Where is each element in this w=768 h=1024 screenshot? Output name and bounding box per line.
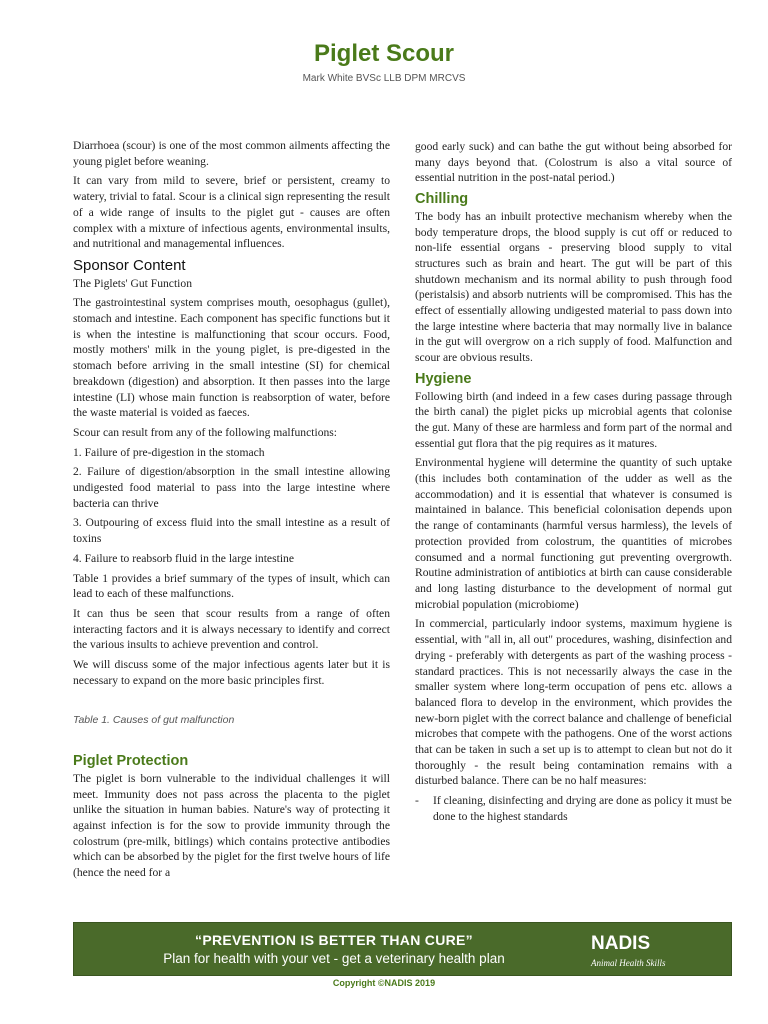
author-line: Mark White BVSc LLB DPM MRCVS bbox=[302, 73, 466, 84]
right-column bbox=[415, 139, 732, 825]
left-column bbox=[73, 138, 390, 885]
paragraph: Environmental hygiene will determine the quantity of such uptake (this includes both contamination of the udder as well as the accommodation) and it is essential that whatever is consumed is maintained in balance. This beneficial colonisation depends upon the range of contaminants (harmful versus harmless), the levels of protection provided from colostrum, the quantities of microbes consumed and a normal functioning gut preventing overgrowth. Routine administration of antibiotics at birth can cause considerable and long lasting disturbance to the development of normal gut microbial population (microbiome) bbox=[415, 456, 732, 611]
numbered-item: 4. Failure to reabsorb fluid in the large intestine bbox=[73, 551, 294, 565]
table-caption: Table 1. Causes of gut malfunction bbox=[73, 713, 235, 726]
numbered-item: 1. Failure of pre-digestion in the stomach bbox=[73, 445, 265, 459]
nadis-logo: NADIS bbox=[591, 933, 651, 954]
nadis-logo-subtitle: Animal Health Skills bbox=[591, 958, 666, 968]
paragraph: We will discuss some of the major infectious agents later but it is necessary to expand on the more basic principles first. bbox=[73, 658, 390, 687]
banner-tagline: Plan for health with your vet - get a veterinary health plan bbox=[163, 951, 505, 966]
paragraph: Scour can result from any of the following malfunctions: bbox=[73, 425, 338, 439]
bullet-marker: - bbox=[415, 794, 419, 808]
section-subheading: The Piglets' Gut Function bbox=[73, 276, 192, 290]
paragraph: In commercial, particularly indoor systems, maximum hygiene is essential, with "all in, all out" procedures, washing, disinfection and drying - preferably with detergents as part of the washing process - standard practices. This is not necessarily always the case in the smaller system where long-term occupation of pens etc. allows a balanced flora to develop in the environment, which provides the new-born piglet with the correct balance and challenge of beneficial microbes that compete with the pathogens. One of the worst actions that can be taken in such a set up is to attempt to clean but not do it thoroughly - the result being contamination remains with a disturbed balance. There can be no half measures: bbox=[415, 617, 732, 788]
paragraph: The gastrointestinal system comprises mouth, oesophagus (gullet), stomach and intestine. Each component has specific functions but it is when the intestine is malfunctioning that scour occurs. Food, mostly mothers' milk in the young piglet, is pre-digested in the stomach before arriving in the small intestine (SI) for chemical breakdown (digestion) and absorption. It then passes into the large intestine (LI) whose main function is reabsorption of water, before the waste material is voided as faeces. bbox=[73, 296, 390, 420]
bullet-text: If cleaning, disinfecting and drying are done as policy it must be done to the highest standards bbox=[433, 794, 732, 823]
paragraph: It can vary from mild to severe, brief or persistent, creamy to watery, trivial to fatal. Scour is a clinical sign representing the result of a wide range of insults to the piglet gut - causes are often complex with a mixture of infectious agents, environmental insults, and nutritional and managemental influences. bbox=[73, 174, 390, 251]
numbered-item: 3. Outpouring of excess fluid into the small intestine as a result of toxins bbox=[73, 516, 390, 546]
paragraph: Following birth (and indeed in a few cases during passage through the birth canal) the piglet picks up microbial agents that colonise the gut. Many of these are harmless and form part of the normal and essential gut flora that the pig requires as it matures. bbox=[415, 389, 732, 450]
document-title: Piglet Scour bbox=[313, 40, 455, 67]
paragraph: good early suck) and can bathe the gut without being absorbed for many days beyond that. (Colostrum is also a vital source of essential nutrition in the post-natal period.) bbox=[415, 140, 732, 185]
paragraph: It can thus be seen that scour results from a range of often interacting factors and it is always necessary to identify and correct the various insults to achieve prevention and control. bbox=[73, 606, 390, 652]
copyright-notice: Copyright ©NADIS 2019 bbox=[332, 978, 436, 988]
paragraph: The body has an inbuilt protective mechanism whereby when the body temperature drops, the blood supply is cut off or reduced to non-life essential organs - preserving blood supply to vital structures such as brain and heart. The gut will be part of this shutdown mechanism and its normal ability to push through food (peristalsis) and absorb nutrients will be compromised. This has the effect of essentially allowing undigested material to pass down into the large intestine where bacteria that may normally live in balance in the gut will overgrow on a rich supply of food. Malfunction and scour are obvious results. bbox=[415, 209, 732, 365]
numbered-item: 2. Failure of digestion/absorption in the small intestine allowing undigested food material to pass into the large intestine where bacteria can thrive bbox=[73, 465, 390, 510]
paragraph: Diarrhoea (scour) is one of the most common ailments affecting the young piglet before weaning. bbox=[73, 139, 390, 168]
section-heading-chilling: Chilling bbox=[415, 191, 469, 208]
section-heading-protection: Piglet Protection bbox=[73, 753, 189, 770]
footer-banner bbox=[73, 922, 732, 976]
paragraph: The piglet is born vulnerable to the individual challenges it will meet. Immunity does not pass across the placenta to the piglet unlike the situation in human babies. Nature's way of protecting it against infection is for the sow to provide immunity through the colostrum (pre-milk, bitlings) which contains protective antibodies which can be absorbed by the piglet for the first twelve hours of life (hence the need for a bbox=[73, 771, 390, 880]
paragraph: Table 1 provides a brief summary of the types of insult, which can lead to each of these malfunctions. bbox=[73, 571, 390, 601]
section-heading-hygiene: Hygiene bbox=[415, 370, 472, 387]
banner-slogan: “PREVENTION IS BETTER THAN CURE” bbox=[195, 932, 473, 948]
bullet-item bbox=[415, 793, 732, 824]
sponsor-heading: Sponsor Content bbox=[73, 256, 186, 274]
